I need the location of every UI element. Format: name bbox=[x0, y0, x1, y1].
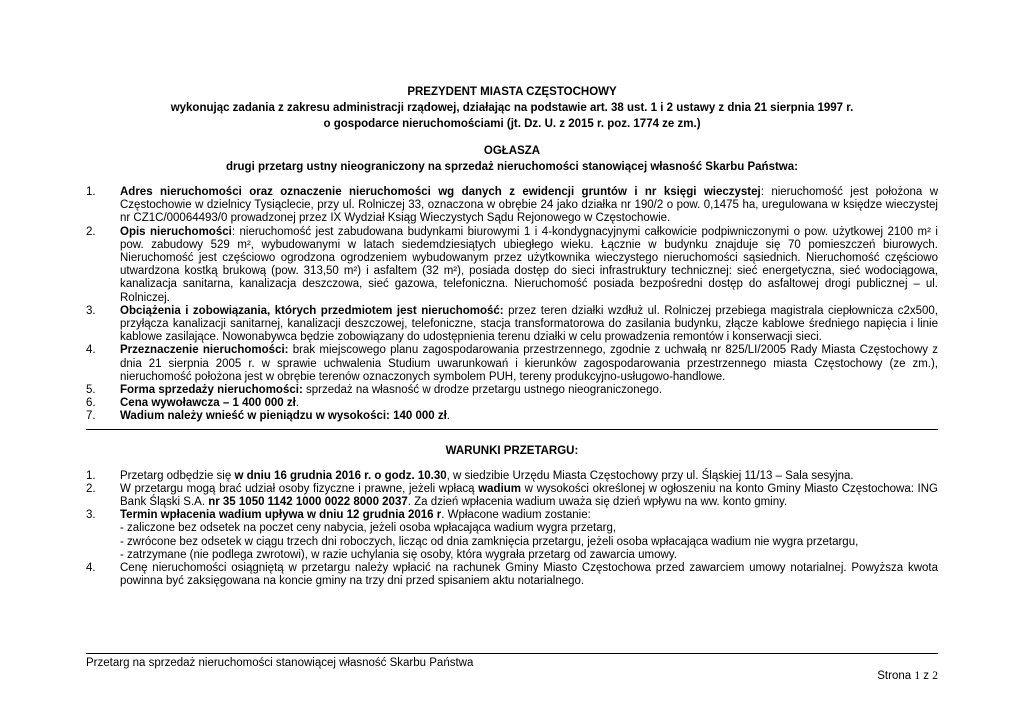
header-legal-basis-cont: o gospodarce nieruchomościami (jt. Dz. U. z 2015 r. poz. 1774 ze zm.) bbox=[323, 118, 701, 130]
list-item: 2. Opis nieruchomości: nieruchomość jest zabudowana budynkami biurowymi 1 i 4-kondygnacyjnymi całkowicie podpiwniczonymi o pow. użytkowej 2100 m² i pow. zabudowy 529 m², wybudowanymi w latach siedemdziesiątych ubiegłego wieku. Łącznie w budynku znajduje się 70 pomieszczeń biurowych. Nieruchomość jest częściowo ogrodzona ogrodzeniem wybudowanym przez użytkownika wieczystego nieruchomości sąsiednich. Nieruchomość częściowo utwardzona kostką brukową (pow. 313,50 m²) i asfaltem (32 m²), posiada dostęp do sieci infrastruktury technicznej: sieć energetyczna, sieć wodociągowa, kanalizacja sanitarna, kanalizacja deszczowa, sieć gazowa, telefoniczna. Nieruchomość posiada bezpośredni dostęp do asfaltowej drogi publicznej – ul. Rolniczej. bbox=[86, 225, 938, 304]
property-details-list bbox=[86, 186, 938, 424]
page-number: Strona 1 z 2 bbox=[877, 670, 938, 682]
list-item: 4. Cenę nieruchomości osiągniętą w przetargu należy wpłacić na rachunek Gminy Miasto Częstochowa przed zawarciem umowy notarialnej. Powyższa kwota powinna być zaksięgowana na koncie gminy na trzy dni przed spisaniem aktu notarialnego. bbox=[86, 562, 938, 588]
list-item: 2. W przetargu mogą brać udział osoby fizyczne i prawne, jeżeli wpłacą wadium w wysokości określonej w ogłoszeniu na konto Gminy Miasto Częstochowa: ING Bank Śląski S.A. nr 35 1050 1142 1000 0022 8000 2037. Za dzień wpłacenia wadium uważa się dzień wpływu na ww. konto gminy. bbox=[86, 482, 938, 509]
header-announces: OGŁASZA bbox=[483, 145, 541, 157]
header-subject: drugi przetarg ustny nieograniczony na sprzedaż nieruchomości stanowiącej własność Skarbu Państwa: bbox=[226, 161, 798, 173]
list-item: 7. Wadium należy wnieść w pieniądzu w wysokości: 140 000 zł. bbox=[86, 410, 450, 423]
conditions-title: WARUNKI PRZETARGU: bbox=[445, 444, 579, 457]
deposit-rule: - zwrócone bez odsetek w ciągu trzech dni roboczych, licząc od dnia zamknięcia przetargu, jeżeli osoba wpłacająca wadium nie wygra przetargu, bbox=[120, 535, 859, 548]
conditions-list bbox=[86, 470, 938, 589]
page-footer bbox=[86, 653, 938, 682]
list-item: 1. Przetarg odbędzie się w dniu 16 grudnia 2016 r. o godz. 10.30, w siedzibie Urzędu Miasta Częstochowy przy ul. Śląskiej 11/13 – Sala sesyjna. bbox=[86, 469, 854, 482]
deposit-rule: - zaliczone bez odsetek na poczet ceny nabycia, jeżeli osoba wpłacająca wadium wygra przetarg, bbox=[120, 522, 617, 535]
document-page bbox=[86, 84, 938, 588]
footer-title: Przetarg na sprzedaż nieruchomości stanowiącej własność Skarbu Państwa bbox=[86, 657, 474, 669]
list-item: 6. Cena wywoławcza – 1 400 000 zł. bbox=[86, 397, 299, 410]
deposit-rule: - zatrzymane (nie podlega zwrotowi), w razie uchylania się osoby, która wygrała przetarg od zawarcia umowy. bbox=[120, 548, 677, 561]
list-item: 1. Adres nieruchomości oraz oznaczenie nieruchomości wg danych z ewidencji gruntów i nr księgi wieczystej: nieruchomość jest położona w Częstochowie w dzielnicy Tysiąclecie, przy ul. Rolniczej 33, oznaczona w obrębie 24 jako działka nr 190/2 o pow. 0,1475 ha, uregulowana w księdze wieczystej nr CZ1C/00064493/0 prowadzonej przez IX Wydział Ksiąg Wieczystych Sądu Rejonowego w Częstochowie. bbox=[86, 186, 938, 225]
list-item: 5. Forma sprzedaży nieruchomości: sprzedaż na własność w drodze przetargu ustnego nieograniczonego. bbox=[86, 384, 663, 397]
list-item: 3. Termin wpłacenia wadium upływa w dniu 12 grudnia 2016 r. Wpłacone wadium zostanie: - zaliczone bez odsetek na poczet ceny nabycia, jeżeli osoba wpłacająca wadium wygra przetarg, - zwrócone bez odsetek w ciągu trzech dni roboczych, licząc od dnia zamknięcia przetargu, jeżeli osoba wpłacająca wadium nie wygra przetargu, - zatrzymane (nie podlega zwrotowi), w razie uchylania się osoby, która wygrała przetarg od zawarcia umowy. bbox=[86, 509, 938, 562]
header-authority: PREZYDENT MIASTA CZĘSTOCHOWY bbox=[407, 86, 617, 98]
list-item: 4. Przeznaczenie nieruchomości: brak miejscowego planu zagospodarowania przestrzennego, zgodnie z uchwałą nr 825/LI/2005 Rady Miasta Częstochowy z dnia 21 sierpnia 2005 r. w sprawie uchwalenia Studium uwarunkowań i kierunków zagospodarowania przestrzennego miasta Częstochowy (ze zm.), nieruchomość położona jest w obrębie terenów oznaczonych symbolem PUH, tereny produkcyjno-usługowo-handlowe. bbox=[86, 344, 938, 383]
header-legal-basis: wykonując zadania z zakresu administracji rządowej, działając na podstawie art. 38 ust. 1 i 2 ustawy z dnia 21 sierpnia 1997 r. bbox=[170, 102, 854, 114]
header bbox=[86, 84, 938, 175]
list-item: 3. Obciążenia i zobowiązania, których przedmiotem jest nieruchomość: przez teren działki wzdłuż ul. Rolniczej przebiega magistrala ciepłownicza c2x500, przyłącza kanalizacji sanitarnej, kanalizacji deszczowej, telefoniczne, stacja transformatorowa do zasilania budynku, złącze kablowe średniego napięcia i linie kablowe zasilające. Nowonabywca będzie zobowiązany do udostępnienia terenu działki w celu prowadzenia remontów i konserwacji sieci. bbox=[86, 304, 938, 344]
